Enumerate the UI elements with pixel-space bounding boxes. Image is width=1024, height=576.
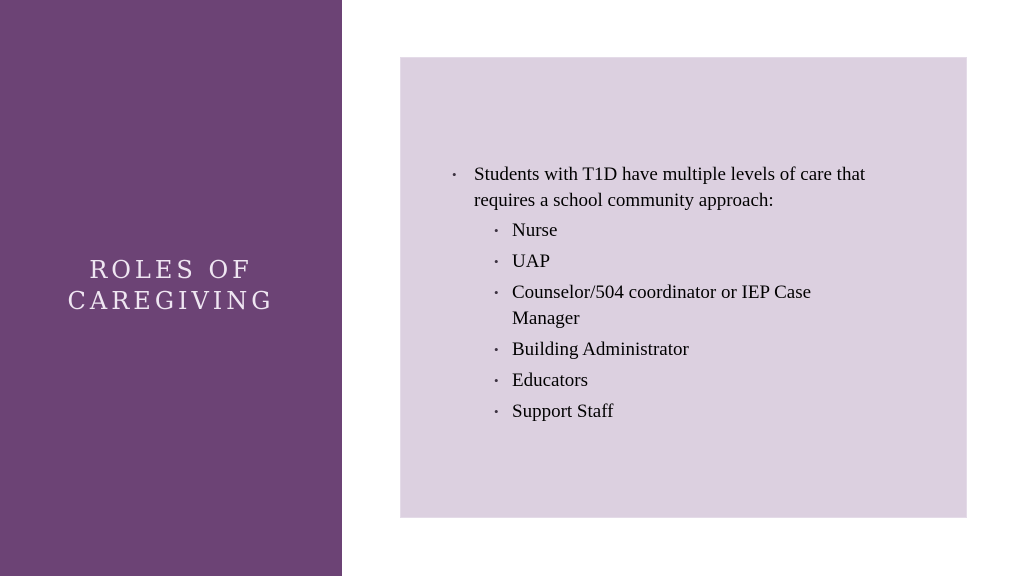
- sub-bullet-item: [494, 337, 872, 363]
- bullet-icon: •: [494, 373, 499, 388]
- sub-bullet-item: [494, 368, 872, 394]
- bullet-icon: •: [452, 167, 457, 182]
- sub-bullet-text: UAP: [512, 251, 551, 272]
- bullet-icon: •: [494, 254, 499, 269]
- title-panel: [0, 0, 342, 576]
- main-bullet-text: Students with T1D have multiple levels of care that requires a school community approach:: [474, 164, 866, 211]
- sub-bullet-text: Nurse: [512, 220, 558, 241]
- sub-bullet-list: [474, 218, 914, 425]
- title-line-2: CAREGIVING: [67, 287, 275, 315]
- sub-bullet-item: [494, 399, 872, 425]
- sub-bullet-text: Support Staff: [512, 401, 614, 422]
- title-line-1: ROLES OF: [89, 256, 253, 284]
- sub-bullet-text: Educators: [512, 370, 588, 391]
- bullet-icon: •: [494, 342, 499, 357]
- sub-bullet-item: [494, 280, 872, 332]
- sub-bullet-text: Counselor/504 coordinator or IEP Case Manager: [512, 282, 812, 329]
- sub-bullet-item: [494, 218, 872, 244]
- content-box: [400, 57, 967, 518]
- bullet-icon: •: [494, 223, 499, 238]
- bullet-icon: •: [494, 404, 499, 419]
- bullet-icon: •: [494, 285, 499, 300]
- slide-title: [0, 255, 342, 317]
- sub-bullet-item: [494, 249, 872, 275]
- main-bullet-item: [452, 162, 914, 430]
- sub-bullet-text: Building Administrator: [512, 339, 689, 360]
